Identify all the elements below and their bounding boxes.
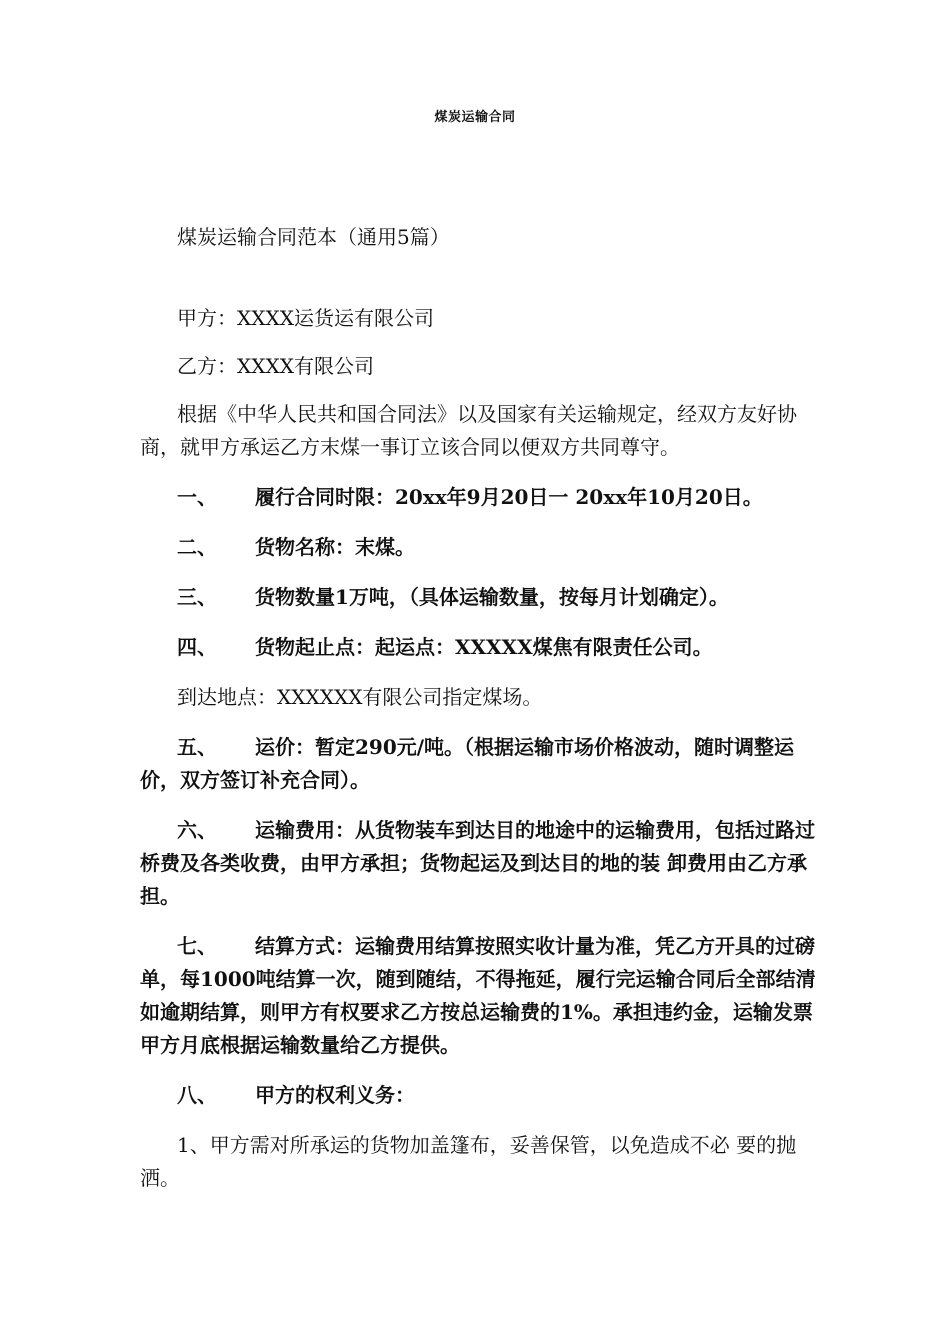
arrival-point: 到达地点：XXXXXX有限公司指定煤场。: [177, 685, 543, 709]
clause-text: 货物数量1万吨，（具体运输数量，按每月计划确定）。: [255, 585, 729, 609]
page-header-title: 煤炭运输合同: [434, 110, 516, 125]
clause-5: [140, 731, 830, 797]
party-a-duty-1: 1、甲方需对所承运的货物加盖篷布，妥善保管，以免造成不必 要的抛洒。: [140, 1133, 797, 1190]
clause-7: [140, 930, 830, 1062]
party-b: 乙方：XXXX有限公司: [177, 354, 374, 378]
clause-2: [140, 531, 830, 564]
clause-number: 四、: [177, 635, 217, 659]
clause-number: 六、: [177, 818, 217, 842]
document-body: [140, 302, 830, 1195]
clause-number: 三、: [177, 585, 217, 609]
clause-1: [140, 481, 830, 514]
clause-number: 一、: [177, 485, 217, 509]
document-title: 煤炭运输合同范本（通用5篇）: [177, 225, 450, 249]
clause-text: 甲方的权利义务：: [255, 1083, 415, 1107]
clause-text: 货物起止点：起运点：XXXXX煤焦有限责任公司。: [255, 635, 713, 659]
clause-number: 七、: [177, 934, 217, 958]
clause-number: 八、: [177, 1083, 217, 1107]
clause-8: [140, 1079, 830, 1112]
clause-number: 五、: [177, 735, 217, 759]
party-a: 甲方：XXXX运货运有限公司: [177, 306, 434, 330]
clause-text: 运价：暂定290元/吨。（根据运输市场价格波动，随时调整运价，双方签订补充合同）。: [140, 735, 795, 792]
clause-4: [140, 631, 830, 664]
clause-number: 二、: [177, 535, 217, 559]
clause-3: [140, 581, 830, 614]
clause-text: 履行合同时限：20xx年9月20日一 20xx年10月20日。: [255, 485, 763, 509]
clause-text: 货物名称：末煤。: [255, 535, 415, 559]
clause-text: 运输费用：从货物装车到达目的地途中的运输费用，包括过路过桥费及各类收费，由甲方承担；货物起运及到达目的地的装 卸费用由乙方承担。: [140, 818, 815, 908]
clause-text: 结算方式：运输费用结算按照实收计量为准，凭乙方开具的过磅单，每1000吨结算一次，随到随结，不得拖延，履行完运输合同后全部结清如逾期结算，则甲方有权要求乙方按总运输费的1%。承担违约金，运输发票甲方月底根据运输数量给乙方提供。: [140, 934, 816, 1057]
clause-6: [140, 814, 830, 913]
intro-paragraph: 根据《中华人民共和国合同法》以及国家有关运输规定，经双方友好协商，就甲方承运乙方末煤一事订立该合同以便双方共同尊守。: [140, 402, 797, 459]
